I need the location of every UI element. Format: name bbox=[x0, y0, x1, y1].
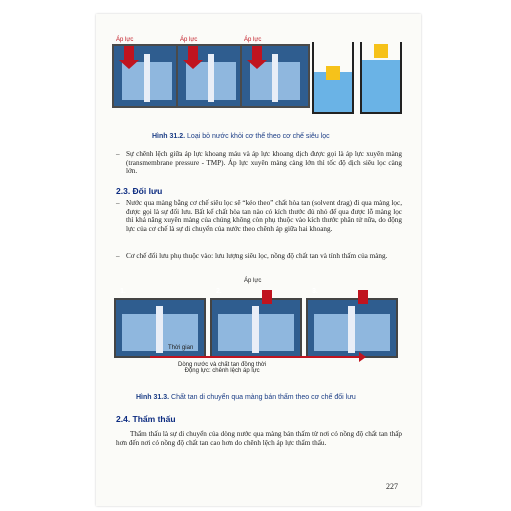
pressure-label-1: Áp lực bbox=[116, 37, 134, 43]
time-label: Thời gian bbox=[168, 345, 194, 351]
pressure-arrow-icon bbox=[124, 46, 134, 60]
pressure-top-label: Áp lực bbox=[244, 278, 262, 284]
page-number: 227 bbox=[386, 482, 398, 491]
pressure-arrow-icon bbox=[188, 46, 198, 60]
paragraph-osmosis: Thẩm thấu là sự di chuyển của dòng nước qua màng bán thấm từ nơi có nồng độ chất tan thấp hơn đến nơi có nồng độ chất tan cao hơn do chênh lệch áp lực thẩm thấu. bbox=[116, 430, 402, 447]
filter-tank-3 bbox=[240, 37, 310, 108]
pressure-label-2: Áp lực bbox=[180, 37, 198, 43]
figure-31-2 bbox=[112, 38, 402, 124]
paragraph-convection-factors: Cơ chế đối lưu phụ thuộc vào: lưu lượng siêu lọc, nồng độ chất tan và tính thấm của màng. bbox=[126, 252, 388, 260]
convection-stage-3 bbox=[306, 288, 398, 358]
pressure-label-3: Áp lực bbox=[244, 37, 262, 43]
timeline-line-1: Dòng nước và chất tan đồng thời bbox=[178, 362, 267, 368]
section-heading-2-4: 2.4. Thẩm thấu bbox=[116, 414, 176, 424]
caption-label: Hình 31.2. bbox=[152, 133, 186, 140]
paragraph-convection: Nước qua màng bằng cơ chế siêu lọc sẽ “kéo theo” chất hòa tan (solvent drag) đi qua màng lọc, được gọi là sự đối lưu. Bất kể chất hòa tan nào có kích thước đủ nhỏ để qua được lỗ màng lọc thì khả năng xuyên màng của chúng không còn phụ thuộc vào kích thước phân tử nữa, do động lực của cơ chế là sự di chuyển của nước theo chênh áp giữa hai khoang. bbox=[126, 199, 402, 233]
convection-stage-2 bbox=[210, 288, 302, 358]
filter-tank-1 bbox=[112, 37, 182, 108]
pressure-arrow-icon bbox=[358, 290, 368, 304]
caption-label: Hình 31.3. bbox=[136, 394, 170, 401]
tube-right bbox=[360, 42, 402, 114]
pressure-arrow-icon bbox=[252, 46, 262, 60]
down-arrow-icon bbox=[326, 66, 340, 80]
stage-number-2: 2. bbox=[216, 288, 222, 295]
bullet-dash: – bbox=[116, 150, 120, 158]
tube-left bbox=[312, 42, 354, 114]
timeline-notes bbox=[178, 362, 266, 374]
stage-number-3: 3. bbox=[312, 288, 318, 295]
pressure-arrow-icon bbox=[262, 290, 272, 304]
caption-text: Loại bỏ nước khỏi cơ thể theo cơ chế siêu lọc bbox=[187, 133, 330, 140]
timeline-line-2: Động lực: chênh lệch áp lực bbox=[184, 368, 260, 374]
figure-31-2-caption bbox=[152, 133, 402, 140]
stage-number-1: 1. bbox=[120, 288, 126, 295]
bullet-dash: – bbox=[116, 252, 120, 260]
paragraph-tmp: Sự chênh lệch giữa áp lực khoang máu và áp lực khoang dịch được gọi là áp lực xuyên màng (transmembrane pressure - TMP). Áp lực xuyên màng càng lớn thì tốc độ dịch siêu lọc càng lớn. bbox=[126, 150, 402, 176]
up-arrow-icon bbox=[374, 44, 388, 58]
section-heading-2-3: 2.3. Đối lưu bbox=[116, 186, 163, 196]
caption-text: Chất tan di chuyển qua màng bán thấm theo cơ chế đối lưu bbox=[171, 394, 356, 401]
bullet-dash: – bbox=[116, 199, 120, 207]
time-arrow-icon bbox=[150, 356, 360, 358]
figure-31-3-caption bbox=[136, 394, 406, 401]
filter-tank-2 bbox=[176, 37, 246, 108]
